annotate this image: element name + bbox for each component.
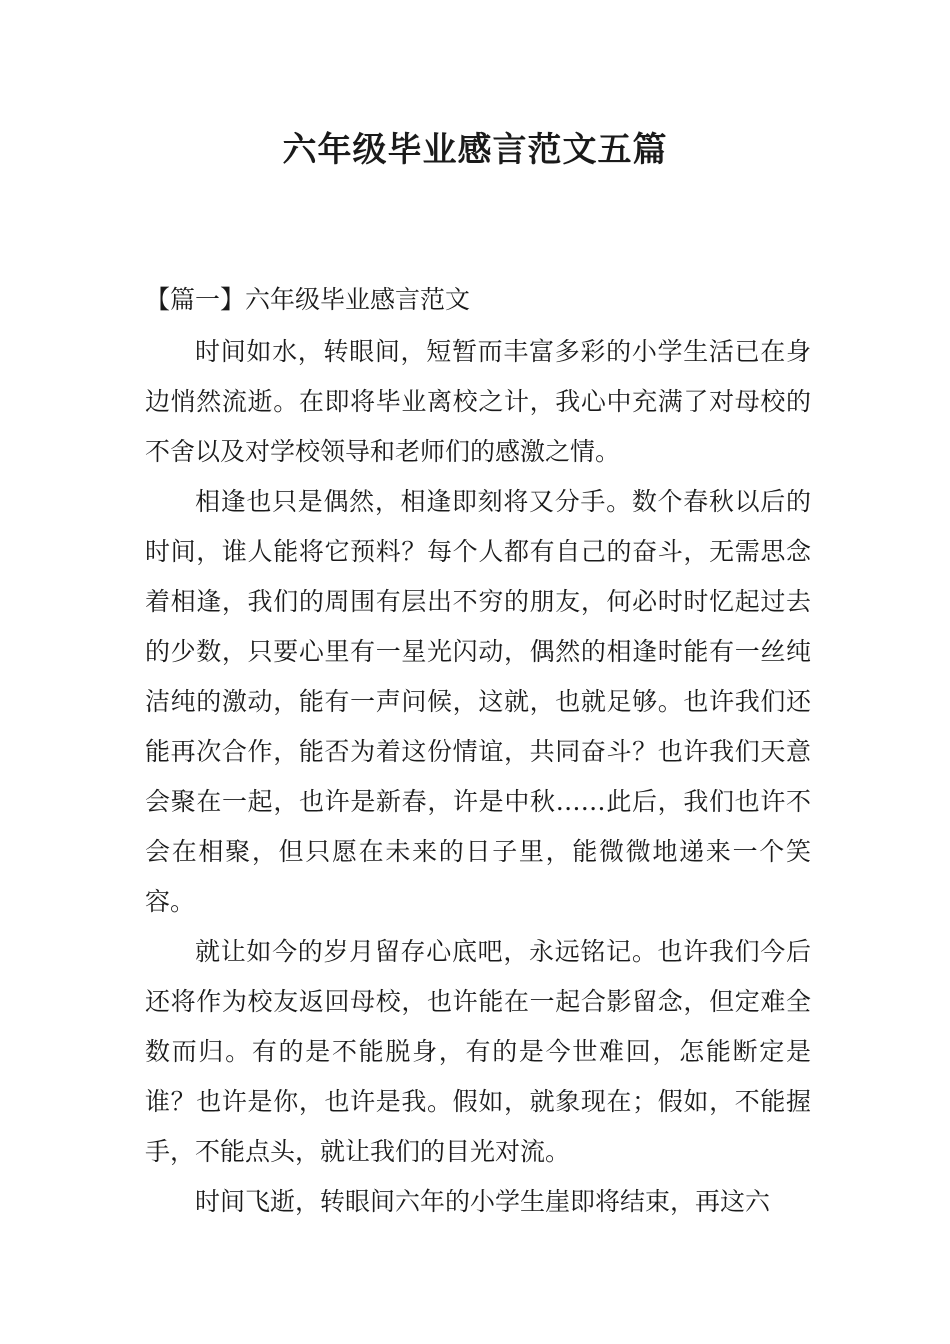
- document-body: [145, 327, 811, 1227]
- paragraph: 就让如今的岁月留存心底吧，永远铭记。也许我们今后还将作为校友返回母校，也许能在一起合影留念，但定难全数而归。有的是不能脱身，有的是今世难回，怎能断定是谁？也许是你，也许是我。假如，就象现在；假如，不能握手，不能点头，就让我们的目光对流。: [145, 937, 811, 1166]
- paragraph: 相逢也只是偶然，相逢即刻将又分手。数个春秋以后的时间，谁人能将它预料？每个人都有自己的奋斗，无需思念着相逢，我们的周围有层出不穷的朋友，何必时时忆起过去的少数，只要心里有一星光闪动，偶然的相逢时能有一丝纯洁纯的激动，能有一声问候，这就，也就足够。也许我们还能再次合作，能否为着这份情谊，共同奋斗？也许我们天意会聚在一起，也许是新春，许是中秋……此后，我们也许不会在相聚，但只愿在未来的日子里，能微微地递来一个笑容。: [145, 487, 811, 916]
- paragraph: 时间飞逝，转眼间六年的小学生崖即将结束，再这六: [195, 1187, 771, 1216]
- document-title: 六年级毕业感言范文五篇: [282, 130, 668, 170]
- section-heading: 【篇一】六年级毕业感言范文: [145, 285, 471, 314]
- paragraph: 时间如水，转眼间，短暂而丰富多彩的小学生活已在身边悄然流逝。在即将毕业离校之计，我心中充满了对母校的不舍以及对学校领导和老师们的感激之情。: [145, 337, 811, 466]
